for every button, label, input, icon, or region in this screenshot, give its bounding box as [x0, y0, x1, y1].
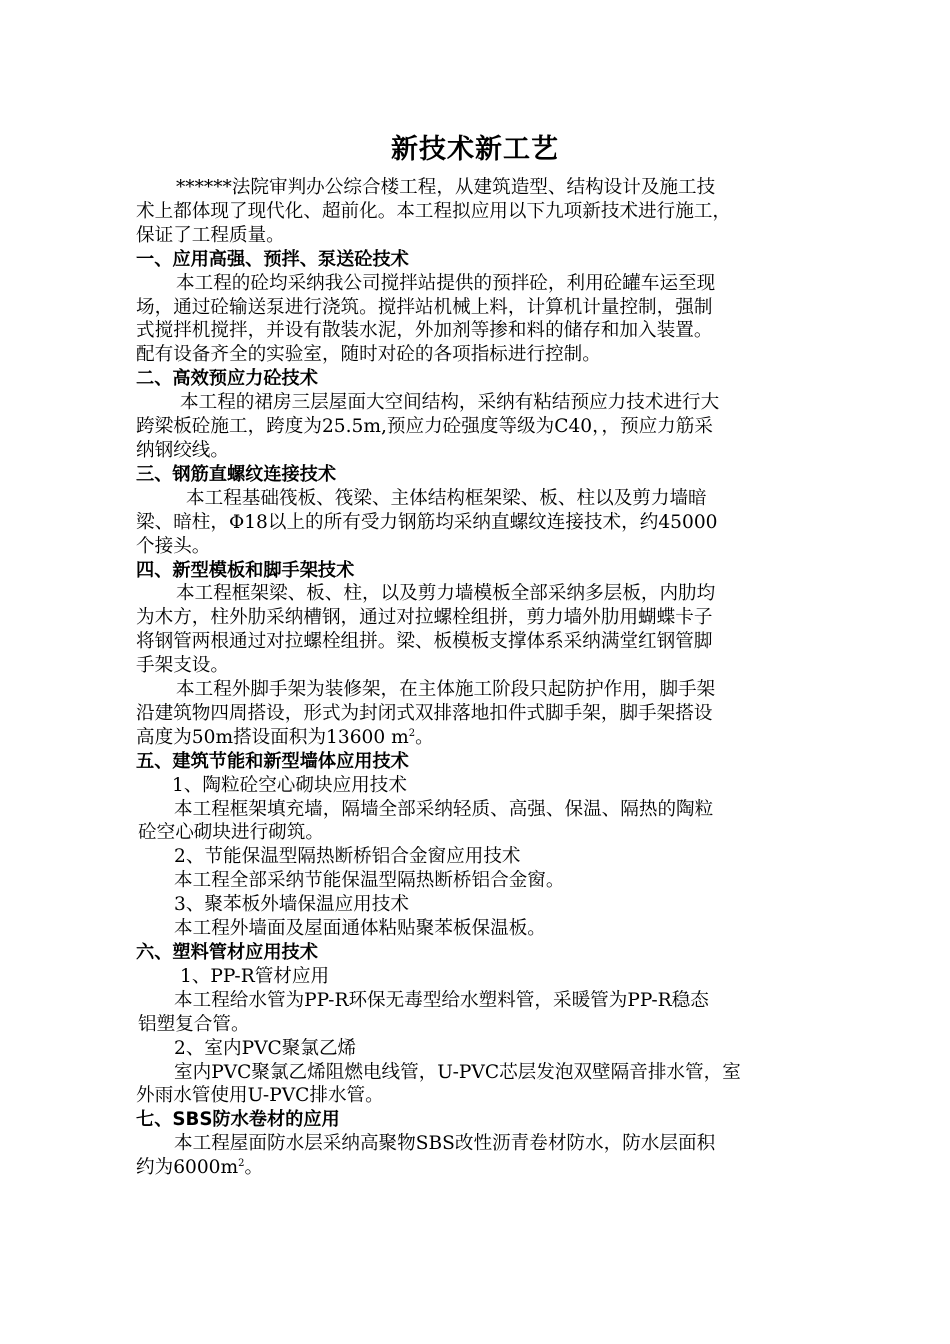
text-line — [136, 200, 836, 224]
section-heading — [136, 559, 836, 583]
line-text: 本工程外墙面及屋面通体粘贴聚苯板保温板。 — [174, 918, 546, 940]
text-line — [136, 1156, 836, 1180]
line-text: 本工程框架填充墙，隔墙全部采纳轻质、高强、保温、隔热的陶粒 — [174, 798, 714, 820]
text-line — [136, 654, 836, 678]
line-text: 术上都体现了现代化、超前化。本工程拟应用以下九项新技术进行施工， — [136, 200, 732, 222]
text-line — [136, 1037, 836, 1061]
text-line — [136, 965, 836, 989]
text-line — [136, 1013, 836, 1037]
text-line — [136, 487, 836, 511]
text-line — [136, 1084, 836, 1108]
text-line — [136, 893, 836, 917]
line-text: 1、PP-R管材应用 — [180, 965, 330, 987]
line-text: 本工程全部采纳节能保温型隔热断桥铝合金窗。 — [174, 870, 565, 892]
line-text: 个接头。 — [136, 535, 211, 557]
line-text: 外雨水管使用U-PVC排水管。 — [136, 1085, 384, 1107]
line-text: 铝塑复合管。 — [138, 1013, 250, 1035]
line-text: 四、新型模板和脚手架技术 — [136, 559, 355, 581]
text-line — [136, 630, 836, 654]
text-line — [136, 702, 836, 726]
document-body — [136, 176, 836, 1180]
text-line — [136, 439, 836, 463]
text-line — [136, 821, 836, 845]
line-text: 六、塑料管材应用技术 — [136, 942, 318, 963]
line-text: 式搅拌机搅拌，并设有散装水泥，外加剂等掺和料的储存和加入装置。 — [136, 320, 713, 342]
line-tail: 。 — [244, 1157, 264, 1179]
section-heading — [136, 750, 836, 774]
text-line — [136, 415, 836, 439]
line-text: 2、节能保温型隔热断桥铝合金窗应用技术 — [174, 846, 521, 868]
line-text: 约为6000m — [136, 1157, 239, 1179]
text-line — [136, 1132, 836, 1156]
line-text: 本工程框架梁、板、柱，以及剪力墙模板全部采纳多层板，内肋均 — [176, 583, 716, 605]
text-line — [136, 511, 836, 535]
text-line — [136, 582, 836, 606]
superscript: 2 — [238, 1157, 245, 1169]
line-text: 三、钢筋直螺纹连接技术 — [136, 463, 337, 485]
text-line — [136, 1061, 836, 1085]
line-text: 本工程给水管为PP-R环保无毒型给水塑料管，采暖管为PP-R稳态 — [174, 989, 709, 1011]
line-text: 保证了工程质量。 — [136, 224, 285, 246]
line-text: 3、聚苯板外墙保温应用技术 — [174, 894, 409, 916]
text-line — [136, 678, 836, 702]
line-text: 配有设备齐全的实验室，随时对砼的各项指标进行控制。 — [136, 344, 601, 366]
line-text: 七、SBS防水卷材的应用 — [136, 1109, 340, 1131]
text-line — [136, 343, 836, 367]
text-line — [136, 176, 836, 200]
line-text: ******法院审判办公综合楼工程，从建筑造型、结构设计及施工技 — [176, 177, 716, 198]
line-text: 五、建筑节能和新型墙体应用技术 — [136, 750, 409, 772]
superscript: 2 — [408, 727, 416, 739]
text-line — [136, 535, 836, 559]
line-text: 为木方，柱外肋采纳槽钢，通过对拉螺栓组拼，剪力墙外肋用蝴蝶卡子 — [136, 607, 713, 629]
line-tail: 。 — [415, 726, 434, 748]
text-line — [136, 726, 836, 750]
line-text: 手架支设。 — [136, 655, 229, 677]
text-line — [136, 869, 836, 893]
line-text: 室内PVC聚氯乙烯阻燃电线管，U-PVC芯层发泡双壁隔音排水管，室 — [174, 1061, 741, 1083]
text-line — [136, 798, 836, 822]
text-line — [136, 296, 836, 320]
page-title: 新技术新工艺 — [391, 134, 559, 165]
text-line — [136, 319, 836, 343]
line-text: 跨梁板砼施工，跨度为25.5m,预应力砼强度等级为C40，，预应力筋采 — [136, 416, 713, 438]
line-text: 纳钢绞线。 — [136, 439, 229, 461]
section-heading — [136, 1108, 836, 1132]
section-heading — [136, 367, 836, 391]
line-text: 本工程外脚手架为装修架，在主体施工阶段只起防护作用，脚手架 — [176, 679, 716, 701]
text-line — [136, 272, 836, 296]
line-text: 本工程屋面防水层采纳高聚物SBS改性沥青卷材防水，防水层面积 — [174, 1133, 716, 1155]
line-text: 本工程的砼均采纳我公司搅拌站提供的预拌砼，利用砼罐车运至现 — [176, 272, 716, 294]
line-text: 高度为50m搭设面积为13600 m — [136, 726, 409, 748]
text-line — [136, 989, 836, 1013]
section-heading — [136, 248, 836, 272]
line-text: 本工程基础筏板、筏梁、主体结构框架梁、板、柱以及剪力墙暗 — [186, 487, 707, 509]
line-text: 二、高效预应力砼技术 — [136, 368, 318, 390]
text-line — [136, 774, 836, 798]
line-text: 场，通过砼输送泵进行浇筑。搅拌站机械上料，计算机计量控制，强制 — [136, 296, 713, 318]
line-text: 2、室内PVC聚氯乙烯 — [174, 1037, 357, 1059]
line-text: 将钢管两根通过对拉螺栓组拼。梁、板模板支撑体系采纳满堂红钢管脚 — [136, 631, 713, 653]
line-text: 1、陶粒砼空心砌块应用技术 — [172, 774, 407, 796]
section-heading — [136, 941, 836, 965]
line-text: 砼空心砌块进行砌筑。 — [138, 822, 324, 844]
line-text: 一、应用高强、预拌、泵送砼技术 — [136, 248, 409, 270]
text-line — [136, 391, 836, 415]
text-line — [136, 845, 836, 869]
text-line — [136, 606, 836, 630]
line-text: 沿建筑物四周搭设，形式为封闭式双排落地扣件式脚手架，脚手架搭设 — [136, 702, 713, 724]
text-line — [136, 917, 836, 941]
text-line — [136, 224, 836, 248]
line-text: 梁、暗柱，Φ18以上的所有受力钢筋均采纳直螺纹连接技术，约45000 — [136, 511, 718, 533]
section-heading — [136, 463, 836, 487]
line-text: 本工程的裙房三层屋面大空间结构，采纳有粘结预应力技术进行大 — [180, 392, 720, 414]
